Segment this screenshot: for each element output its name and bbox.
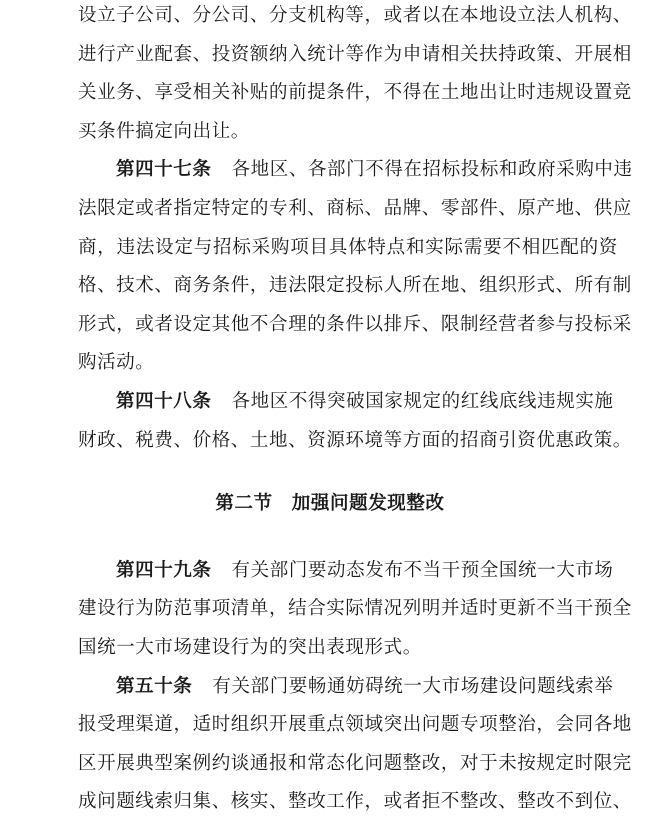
text-line: 买条件搞定向出让。: [78, 120, 250, 142]
article-50-text: 有关部门要畅通妨碍统一大市场建设问题线索举: [212, 675, 614, 697]
article-49-label: 第四十九条: [116, 559, 212, 581]
text-line: 财政、税费、价格、土地、资源环境等方面的招商引资优惠政策。: [78, 429, 632, 451]
article-49-text: 有关部门要动态发布不当干预全国统一大市场: [231, 559, 614, 581]
text-line: 形式，或者设定其他不合理的条件以排斥、限制经营者参与投标采: [78, 313, 632, 335]
article-48-label: 第四十八条: [116, 391, 212, 412]
article-48-first-line: [116, 390, 618, 414]
article-47-first-line: [116, 158, 633, 182]
text-line: 报受理渠道，适时组织开展重点领域突出问题专项整治，会同各地: [78, 714, 632, 736]
text-line: 区开展典型案例约谈通报和常态化问题整改，对于未按规定时限完: [78, 752, 632, 774]
article-50-label: 第五十条: [116, 675, 193, 697]
text-line: 设立子公司、分公司、分支机构等，或者以在本地设立法人机构、: [78, 5, 632, 26]
article-47-text: 各地区、各部门不得在招标投标和政府采购中违: [231, 159, 633, 181]
section-heading: 第二节 加强问题发现整改: [215, 493, 445, 515]
text-line: 进行产业配套、投资额纳入统计等作为申请相关扶持政策、开展相: [78, 43, 632, 65]
text-line: 关业务、享受相关补贴的前提条件，不得在土地出让时违规设置竞: [78, 82, 632, 104]
text-line: 成问题线索归集、核实、整改工作，或者拒不整改、整改不到位、: [78, 791, 632, 813]
article-49-first-line: [116, 559, 618, 583]
text-line: 国统一大市场建设行为的突出表现形式。: [78, 637, 422, 658]
article-50-first-line: [116, 675, 618, 699]
article-48-text: 各地区不得突破国家规定的红线底线违规实施: [231, 391, 614, 412]
text-line: 购活动。: [78, 352, 155, 374]
text-line: 建设行为防范事项清单，结合实际情况列明并适时更新不当干预全: [78, 598, 632, 620]
text-line: 格、技术、商务条件，违法限定投标人所在地、组织形式、所有制: [78, 275, 632, 297]
text-line: 商，违法设定与招标采购项目具体特点和实际需要不相匹配的资: [78, 236, 618, 258]
text-line: 法限定或者指定特定的专利、商标、品牌、零部件、原产地、供应: [78, 198, 632, 219]
article-47-label: 第四十七条: [116, 159, 212, 181]
